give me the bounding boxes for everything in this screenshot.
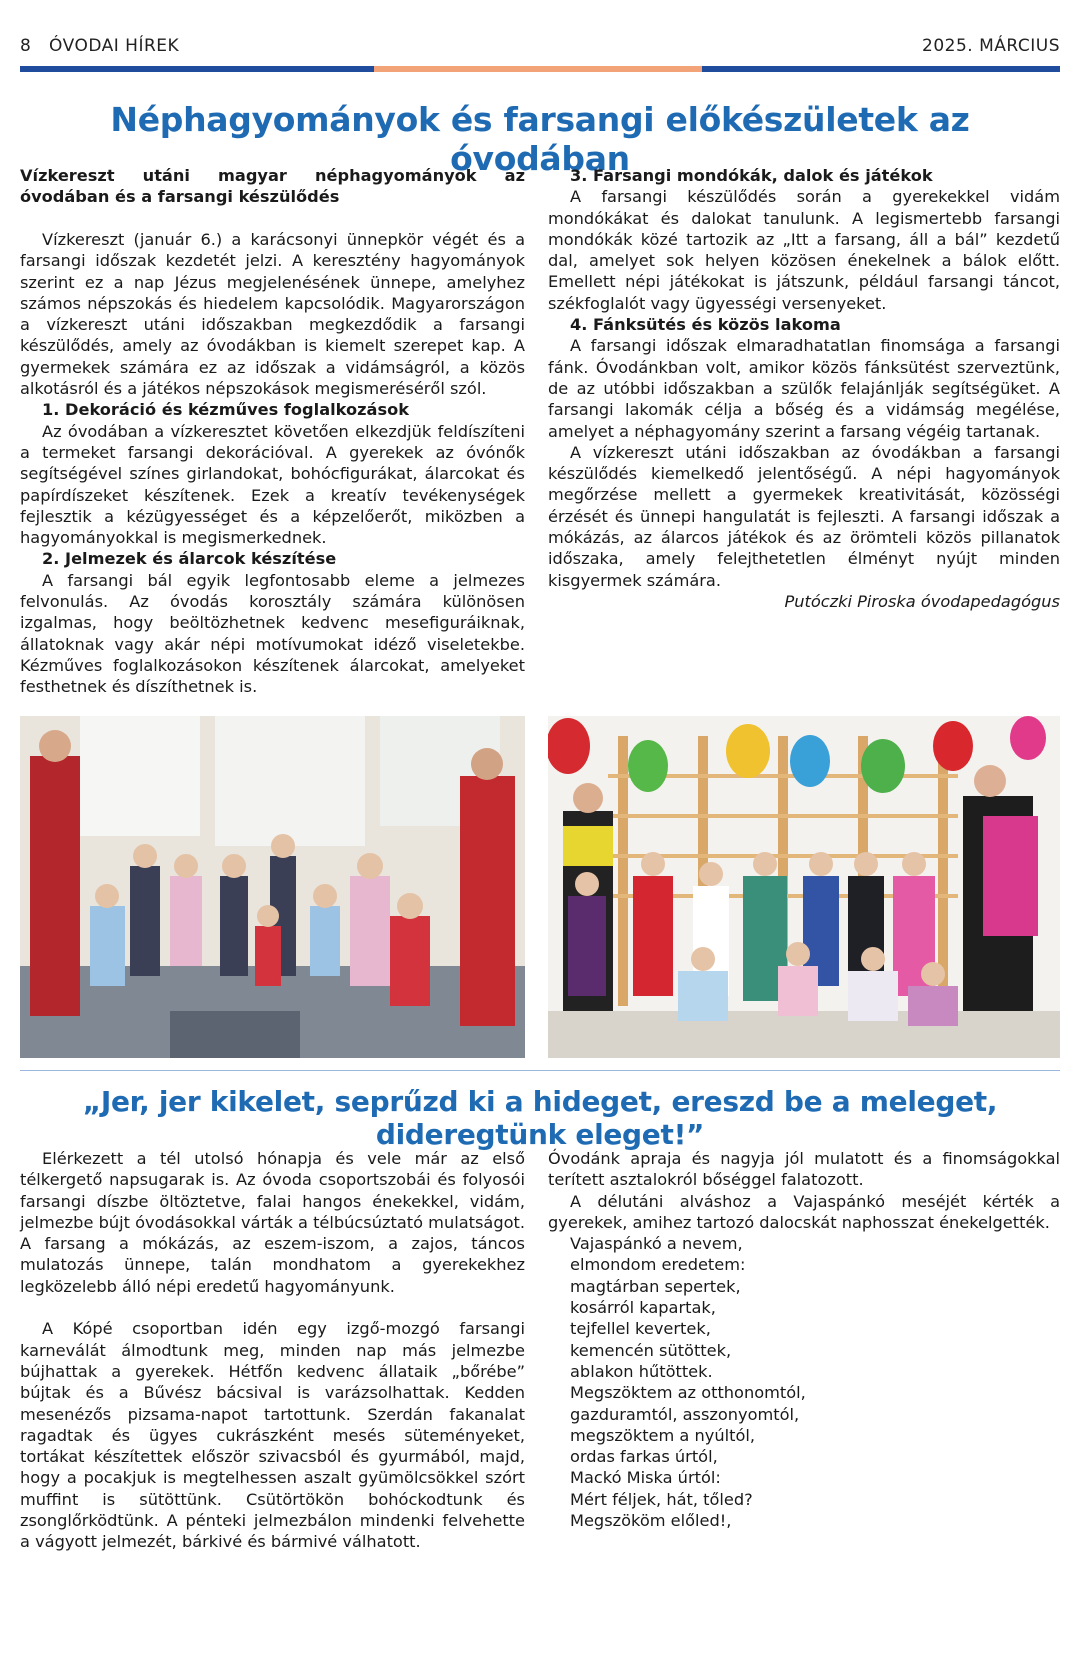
section3-title: 3. Farsangi mondókák, dalok és játékok bbox=[570, 166, 933, 185]
poem-line: ordas farkas úrtól, bbox=[570, 1447, 718, 1467]
article2-column-right bbox=[548, 1148, 1060, 1531]
poem-line: Megszöktem az otthonomtól, bbox=[570, 1383, 806, 1403]
section1-title: 1. Dekoráció és kézműves foglalkozások bbox=[42, 400, 409, 420]
photo-classroom-costume-party bbox=[20, 716, 525, 1058]
article2-paragraph2: A Kópé csoportban idén egy izgő-mozgó farsangi karneválát álmodtunk meg, minden nap más jelmezbe bújhattak a gyerekek. Hétfőn kedvenc állataik „bőrébe” bújtak és a Bűvész bácsival is varázsolhattak. Kedden mesenézős pizsama-napot tartottunk. Szerdán fakanalat ragadtak és ügyes cukrászként mesés süteményeket, tortákat készítettek először szivacsból és gyurmából, majd, hogy a pocakjuk is megtelhessen aszalt gyümölcsökkel szórt muffint is sütöttünk. Csütörtökön bohóckodtunk és zsonglőrködtünk. A pénteki jelmezbálon mindenki felvehette a vágyott jelmezét, bárkivé és bármivé válhatott. bbox=[20, 1319, 525, 1552]
photo-gym-costume-party bbox=[548, 716, 1060, 1058]
poem-line: megszöktem a nyúltól, bbox=[570, 1425, 755, 1445]
article1-title: Néphagyományok és farsangi előkészületek az óvodában bbox=[110, 100, 970, 178]
article2-column-left bbox=[20, 1148, 525, 1553]
section2-text: A farsangi bál egyik legfontosabb eleme a jelmezes felvonulás. Az óvodás korosztály számára különösen izgalmas, hogy beöltözhetnek kedvenc mesefiguráiknak, állatoknak vagy akár népi motívumokat idéző viseletekbe. Kézműves foglalkozásokon készítenek álarcokat, amelyeket festhetnek és díszíthetnek is. bbox=[20, 570, 525, 697]
article1-closing: A vízkereszt utáni időszakban az óvodákban a farsangi készülődés kiemelkedő jelentőségű. A népi hagyományok megőrzése mellett a gyermekek kreativitását, közösségi érzését és ünnepi hangulatát is fejleszti. A farsangi időszak a mókázás, az álarcos játékok és az örömteli közös pillanatok időszaka, amely felejthetetlen élményt nyújt minden kisgyermek számára. bbox=[548, 442, 1060, 590]
photo-classroom-illustration bbox=[20, 716, 525, 1058]
article1-column-right bbox=[548, 165, 1060, 612]
section1-text: Az óvodában a vízkeresztet követően elkezdjük feldíszíteni a termeket farsangi dekorációval. A gyerekek az óvónők segítségével színes girlandokat, bohócfigurákat, álarcokat és papírdíszeket készítenek. Ezek a kreatív tevékenységek fejlesztik a kézügyességet és a képzelőerőt, miközben a hagyományokkal is megismerkednek. bbox=[20, 421, 525, 548]
article2-paragraph1: Elérkezett a tél utolsó hónapja és vele már az első télkergető napsugarak is. Az óvoda csoportszobái és folyosói farsangi díszbe öltöztetve, falai hangos énekekkel, vidám, jelmezbe bújt óvodásokkal várták a télbúcsúztató mulatságot. A farsang a mókázás, az eszem-iszom, a zajos, táncos mulatozás ünnepe, talán mondhatom a gyerekekhez legközelebb álló népi eredetű hagyományunk. bbox=[20, 1149, 525, 1296]
poem-line: Vajaspánkó a nevem, bbox=[570, 1234, 743, 1254]
poem-line: ablakon hűtöttek. bbox=[570, 1361, 713, 1381]
section3-text: A farsangi készülődés során a gyerekekkel vidám mondókákat és dalokat tanulunk. A legismertebb farsangi mondókák közé tartozik az „Itt a farsang, áll a bál” kezdetű dal, amelyet sok helyen közösen énekelnek a bálok előtt. Emellett népi játékokat is játszunk, például farsangi táncot, székfoglalót vagy ügyességi versenyeket. bbox=[548, 187, 1060, 313]
page-number: 8 bbox=[20, 36, 32, 56]
paragraph-spacer bbox=[20, 1297, 525, 1318]
photo-gym-illustration bbox=[548, 716, 1060, 1058]
poem-line: Mackó Miska úrtól: bbox=[570, 1468, 721, 1488]
article1-subtitle: Vízkereszt utáni magyar néphagyományok az óvodában és a farsangi készülődés bbox=[20, 166, 525, 206]
header-left bbox=[20, 36, 179, 56]
header-rule-blue-right bbox=[702, 66, 1060, 72]
header-rule-peach bbox=[374, 66, 702, 72]
poem-line: Megszököm előled!, bbox=[570, 1511, 732, 1531]
article1-signature: Putóczki Piroska óvodapedagógus bbox=[784, 591, 1060, 611]
section4-title: 4. Fánksütés és közös lakoma bbox=[570, 315, 841, 335]
article2-title: „Jer, jer kikelet, seprűzd ki a hideget, ereszd be a meleget, dideregtünk eleget!” bbox=[82, 1085, 998, 1151]
article-separator bbox=[20, 1070, 1060, 1071]
poem-line: elmondom eredetem: bbox=[570, 1255, 746, 1275]
poem-vajaspanko bbox=[548, 1233, 1060, 1531]
poem-line: magtárban sepertek, bbox=[570, 1276, 741, 1296]
poem-line: kemencén sütöttek, bbox=[570, 1340, 732, 1360]
poem-line: kosárról kapartak, bbox=[570, 1298, 716, 1318]
article1-intro: Vízkereszt (január 6.) a karácsonyi ünnepkör végét és a farsangi időszak kezdetét jelzi. A keresztény hagyományok szerint ez a nap Jézus megjelenésének ünnepe, amelyhez számos népszokás és hiedelem kapcsolódik. Magyarországon a vízkereszt utáni időszakban megkezdődik a farsangi készülődés, amely az óvodákban is kiemelt szerepet kap. A gyermekek számára ez az időszak a vidámságról, a közös alkotásról és a játékos népszokások megismeréséről szól. bbox=[20, 230, 525, 399]
article1-column-left bbox=[20, 165, 525, 698]
poem-line: tejfellel kevertek, bbox=[570, 1319, 711, 1339]
section2-title: 2. Jelmezek és álarcok készítése bbox=[42, 549, 337, 569]
page-header bbox=[20, 36, 1060, 58]
publication-name: ÓVODAI HÍREK bbox=[49, 36, 180, 56]
poem-line: gazduramtól, asszonyomtól, bbox=[570, 1404, 800, 1424]
poem-line: Mért féljek, hát, tőled? bbox=[570, 1489, 753, 1509]
issue-date: 2025. MÁRCIUS bbox=[922, 36, 1060, 56]
article2-paragraph3: Óvodánk apraja és nagyja jól mulatott és a finomságokkal terített asztalokról bőséggel falatozott. bbox=[548, 1149, 1060, 1190]
header-rule-blue-left bbox=[20, 66, 374, 72]
article2-paragraph4: A délutáni alváshoz a Vajaspánkó meséjét kérték a gyerekek, amihez tartozó dalocskát naphosszat énekelgették. bbox=[548, 1191, 1060, 1232]
section4-text: A farsangi időszak elmaradhatatlan finomsága a farsangi fánk. Óvodánkban volt, amikor közös fánksütést szerveztünk, de az utóbbi időszakban a szülők felajánlják segítségüket. A farsangi lakomák célja a bőség és a vidámság megélése, amelyet a néphagyomány szerint a farsang végéig tartanak. bbox=[548, 336, 1060, 441]
